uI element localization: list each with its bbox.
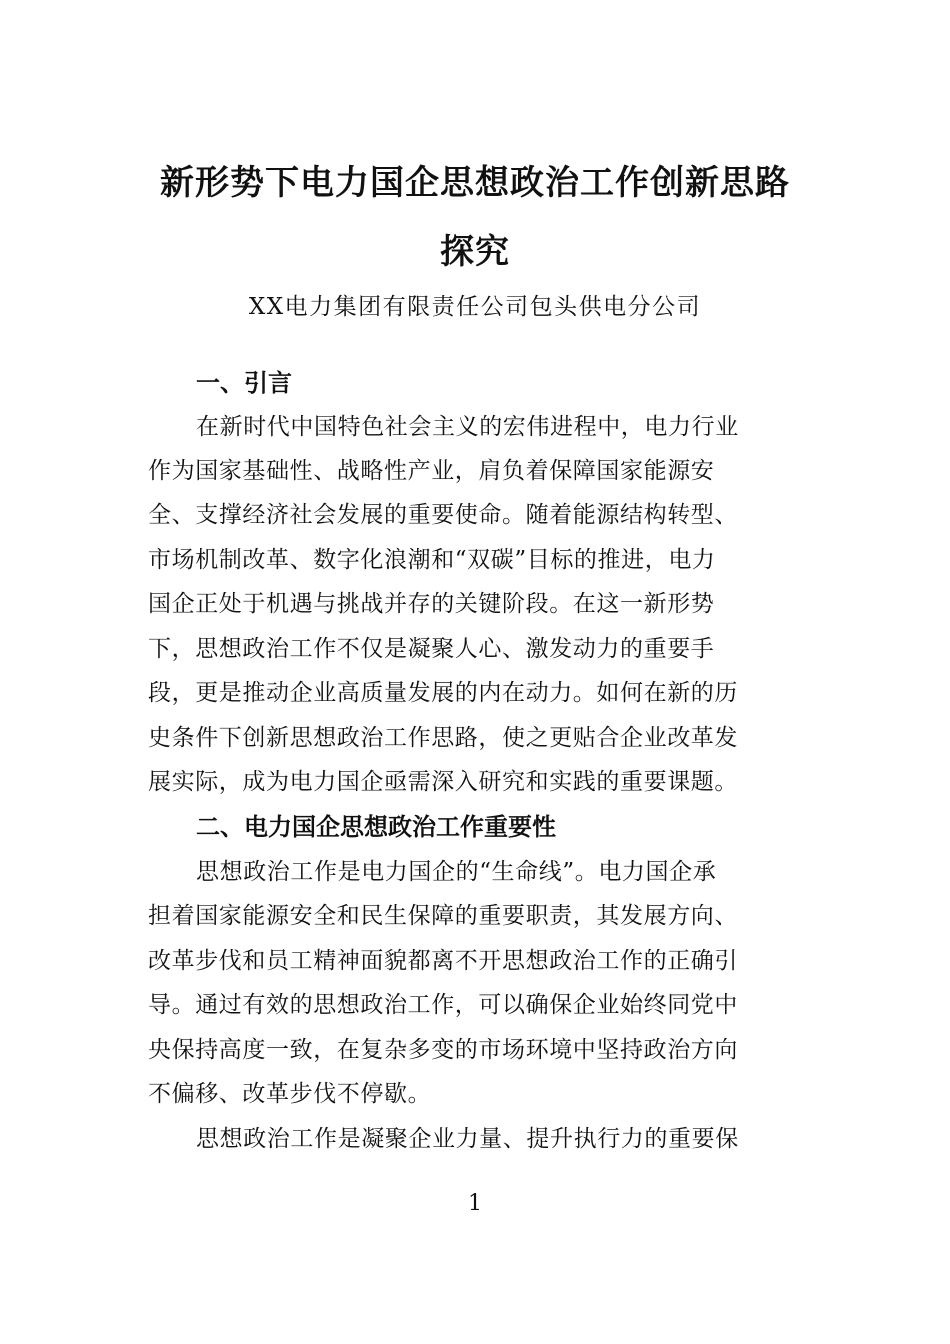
paragraph-line: 全、支撑经济社会发展的重要使命。随着能源结构转型、 xyxy=(148,502,738,528)
paragraph-line: 展实际，成为电力国企亟需深入研究和实践的重要课题。 xyxy=(148,769,738,795)
paragraph-line: 市场机制改革、数字化浪潮和“双碳”目标的推进，电力 xyxy=(148,547,716,573)
paragraph-line: 央保持高度一致，在复杂多变的市场环境中坚持政治方向 xyxy=(148,1037,738,1063)
paragraph-line: 不偏移、改革步伐不停歇。 xyxy=(148,1081,432,1107)
paragraph-line: 段，更是推动企业高质量发展的内在动力。如何在新的历 xyxy=(148,680,738,706)
section-1-heading: 一、引言 xyxy=(196,369,292,397)
organization-name: XX电力集团有限责任公司包头供电分公司 xyxy=(248,294,702,320)
paragraph-line: 思想政治工作是凝聚企业力量、提升执行力的重要保 xyxy=(196,1126,739,1152)
paragraph-line: 史条件下创新思想政治工作思路，使之更贴合企业改革发 xyxy=(148,725,738,751)
paragraph-line: 下，思想政治工作不仅是凝聚人心、激发动力的重要手 xyxy=(148,636,715,662)
paragraph-line: 作为国家基础性、战略性产业，肩负着保障国家能源安 xyxy=(148,458,715,484)
paragraph-line: 国企正处于机遇与挑战并存的关键阶段。在这一新形势 xyxy=(148,591,715,617)
paragraph-line: 导。通过有效的思想政治工作，可以确保企业始终同党中 xyxy=(148,992,738,1018)
paragraph-line: 思想政治工作是电力国企的“生命线”。电力国企承 xyxy=(196,859,717,885)
document-title-line-2: 探究 xyxy=(440,232,510,272)
paragraph-line: 改革步伐和员工精神面貌都离不开思想政治工作的正确引 xyxy=(148,948,738,974)
paragraph-line: 在新时代中国特色社会主义的宏伟进程中，电力行业 xyxy=(196,414,739,440)
paragraph-line: 担着国家能源安全和民生保障的重要职责，其发展方向、 xyxy=(148,903,738,929)
document-title-line-1: 新形势下电力国企思想政治工作创新思路 xyxy=(160,163,790,203)
page-number: 1 xyxy=(468,1191,482,1216)
section-2-heading: 二、电力国企思想政治工作重要性 xyxy=(196,813,556,841)
